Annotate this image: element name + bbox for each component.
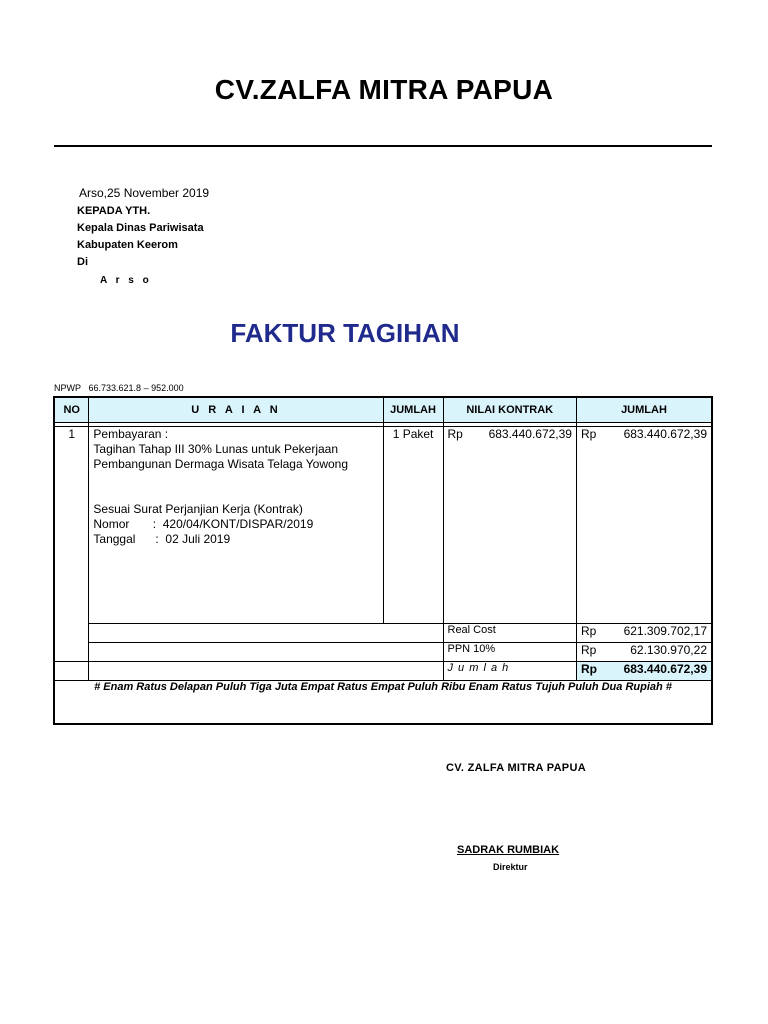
npwp-value: 66.733.621.8 – 952.000 [88,383,184,393]
recipient-line-4: Di [77,256,88,268]
npwp-line [54,383,184,393]
amount-value: 683.440.672,39 [623,662,707,676]
currency-label: Rp [447,427,463,441]
desc-line: Pembayaran : [93,427,169,441]
npwp-label: NPWP [54,383,81,393]
real-cost-amount [576,624,712,643]
signature-company: CV. ZALFA MITRA PAPUA [446,762,586,774]
header-jumlah-amount: JUMLAH [576,397,712,423]
currency-label: Rp [580,624,597,638]
date-line: Arso,25 November 2019 [79,186,210,200]
total-label: J u m l a h [443,662,576,681]
table-row [54,427,712,624]
amount-value: 683.440.672,39 [623,427,707,441]
amount-value: 62.130.970,22 [630,643,707,657]
recipient-city: A r s o [100,275,152,286]
desc-line: Nomor : 420/04/KONT/DISPAR/2019 [93,517,314,531]
desc-line: Tanggal : 02 Juli 2019 [93,532,231,546]
amount-in-words-row [54,681,712,725]
header-jumlah-qty: JUMLAH [383,397,443,423]
header-no: NO [54,397,89,423]
table-header-row [54,397,712,423]
signature-role: Direktur [493,862,528,872]
total-row [54,662,712,681]
real-cost-row [54,624,712,643]
signature-name: SADRAK RUMBIAK [457,844,560,856]
company-name: CV.ZALFA MITRA PAPUA [214,74,554,105]
currency-label: Rp [580,662,597,676]
desc-line [93,487,378,502]
desc-line: Sesuai Surat Perjanjian Kerja (Kontrak) [93,502,303,516]
ppn-label: PPN 10% [443,643,576,662]
desc-line: Tagihan Tahap III 30% Lunas untuk Pekerjaan [93,442,339,456]
header-uraian: U R A I A N [89,397,383,423]
row-contract-value [443,427,576,624]
amount-in-words: # Enam Ratus Delapan Puluh Tiga Juta Empat Ratus Empat Puluh Ribu Enam Ratus Tujuh Puluh Dua Rupiah # [54,681,712,725]
row-amount [576,427,712,624]
ppn-row [54,643,712,662]
document-title: FAKTUR TAGIHAN [230,318,460,348]
currency-label: Rp [580,643,597,657]
row-description [89,427,383,624]
row-qty: 1 Paket [383,427,443,624]
currency-label: Rp [580,427,597,441]
amount-value: 683.440.672,39 [488,427,572,441]
header-divider [54,145,712,147]
amount-value: 621.309.702,17 [623,624,707,638]
invoice-table [53,396,713,725]
desc-line [93,472,378,487]
row-no: 1 [54,427,89,624]
ppn-amount [576,643,712,662]
total-amount [576,662,712,681]
desc-line: Pembangunan Dermaga Wisata Telaga Yowong [93,457,349,471]
header-nilai-kontrak: NILAI KONTRAK [443,397,576,423]
recipient-line-1: KEPADA YTH. [77,205,151,217]
real-cost-label: Real Cost [443,624,576,643]
recipient-line-2: Kepala Dinas Pariwisata [77,222,204,234]
recipient-line-3: Kabupaten Keerom [77,239,178,251]
